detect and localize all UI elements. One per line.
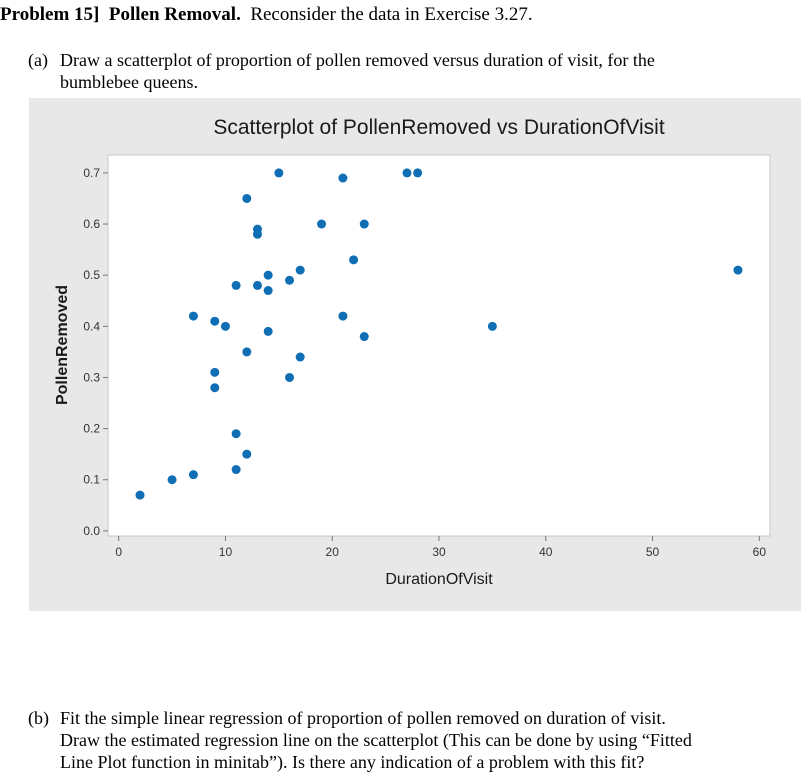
data-point xyxy=(274,168,283,177)
data-point xyxy=(285,373,294,382)
data-point xyxy=(338,312,347,321)
data-point xyxy=(296,353,305,362)
data-point xyxy=(253,230,262,239)
part-b-line2: Draw the estimated regression line on the scatterplot (This can be done by using “Fitted xyxy=(60,730,692,750)
data-point xyxy=(402,168,411,177)
part-b-line1: Fit the simple linear regression of proportion of pollen removed on duration of visit. xyxy=(60,708,666,728)
data-point xyxy=(232,429,241,438)
y-tick-label: 0.6 xyxy=(83,217,100,232)
y-tick-label: 0.4 xyxy=(83,319,100,334)
data-point xyxy=(733,266,742,275)
y-tick-label: 0.5 xyxy=(83,268,100,283)
data-point xyxy=(210,383,219,392)
data-point xyxy=(349,255,358,264)
x-tick-label: 50 xyxy=(645,545,660,559)
data-point xyxy=(317,220,326,229)
x-tick-label: 40 xyxy=(539,545,553,559)
data-point xyxy=(296,266,305,275)
chart-panel xyxy=(29,98,801,611)
problem-title: Pollen Removal. xyxy=(108,4,241,25)
data-point xyxy=(264,327,273,336)
part-a-line1: Draw a scatterplot of proportion of pollen removed versus duration of visit, for the xyxy=(60,50,655,70)
y-axis-label: PollenRemoved xyxy=(54,284,71,406)
data-point xyxy=(360,332,369,341)
data-point xyxy=(285,276,294,285)
data-point xyxy=(360,220,369,229)
data-point xyxy=(232,465,241,474)
part-a xyxy=(28,49,768,93)
data-point xyxy=(338,174,347,183)
x-axis xyxy=(115,536,766,559)
x-axis-label: DurationOfVisit xyxy=(385,571,493,588)
plot-area xyxy=(108,155,770,536)
data-point xyxy=(488,322,497,331)
data-point xyxy=(242,347,251,356)
y-axis xyxy=(83,166,108,538)
data-point xyxy=(189,312,198,321)
data-point xyxy=(136,491,145,500)
y-tick-label: 0.1 xyxy=(83,472,100,487)
x-tick-label: 30 xyxy=(432,545,446,559)
part-b-label: (b) xyxy=(28,708,49,728)
data-point xyxy=(242,450,251,459)
data-point xyxy=(413,168,422,177)
scatterplot xyxy=(29,98,801,611)
data-point xyxy=(210,317,219,326)
data-point xyxy=(253,281,262,290)
part-b-line3: Line Plot function in minitab”). Is there any indication of a problem with this fit? xyxy=(60,752,645,772)
data-point xyxy=(264,286,273,295)
data-point xyxy=(232,281,241,290)
x-tick-label: 0 xyxy=(115,545,123,559)
part-a-label: (a) xyxy=(28,50,48,70)
y-tick-label: 0.3 xyxy=(83,370,100,385)
data-point xyxy=(242,194,251,203)
data-point xyxy=(189,470,198,479)
x-tick-label: 20 xyxy=(325,545,339,559)
x-tick-label: 60 xyxy=(752,545,767,559)
part-a-line2: bumblebee queens. xyxy=(60,72,198,92)
problem-number: Problem 15] xyxy=(0,4,100,25)
chart-title: Scatterplot of PollenRemoved vs DurationOfVisit xyxy=(213,116,665,139)
y-tick-label: 0.0 xyxy=(83,523,100,538)
y-tick-label: 0.2 xyxy=(83,421,100,436)
data-point xyxy=(210,368,219,377)
problem-intro: Reconsider the data in Exercise 3.27. xyxy=(250,4,533,25)
data-point xyxy=(221,322,230,331)
data-point xyxy=(264,271,273,280)
data-point xyxy=(168,475,177,484)
problem-heading xyxy=(0,4,533,26)
y-tick-label: 0.7 xyxy=(83,165,100,180)
x-tick-label: 10 xyxy=(218,545,233,559)
part-b xyxy=(28,707,788,773)
